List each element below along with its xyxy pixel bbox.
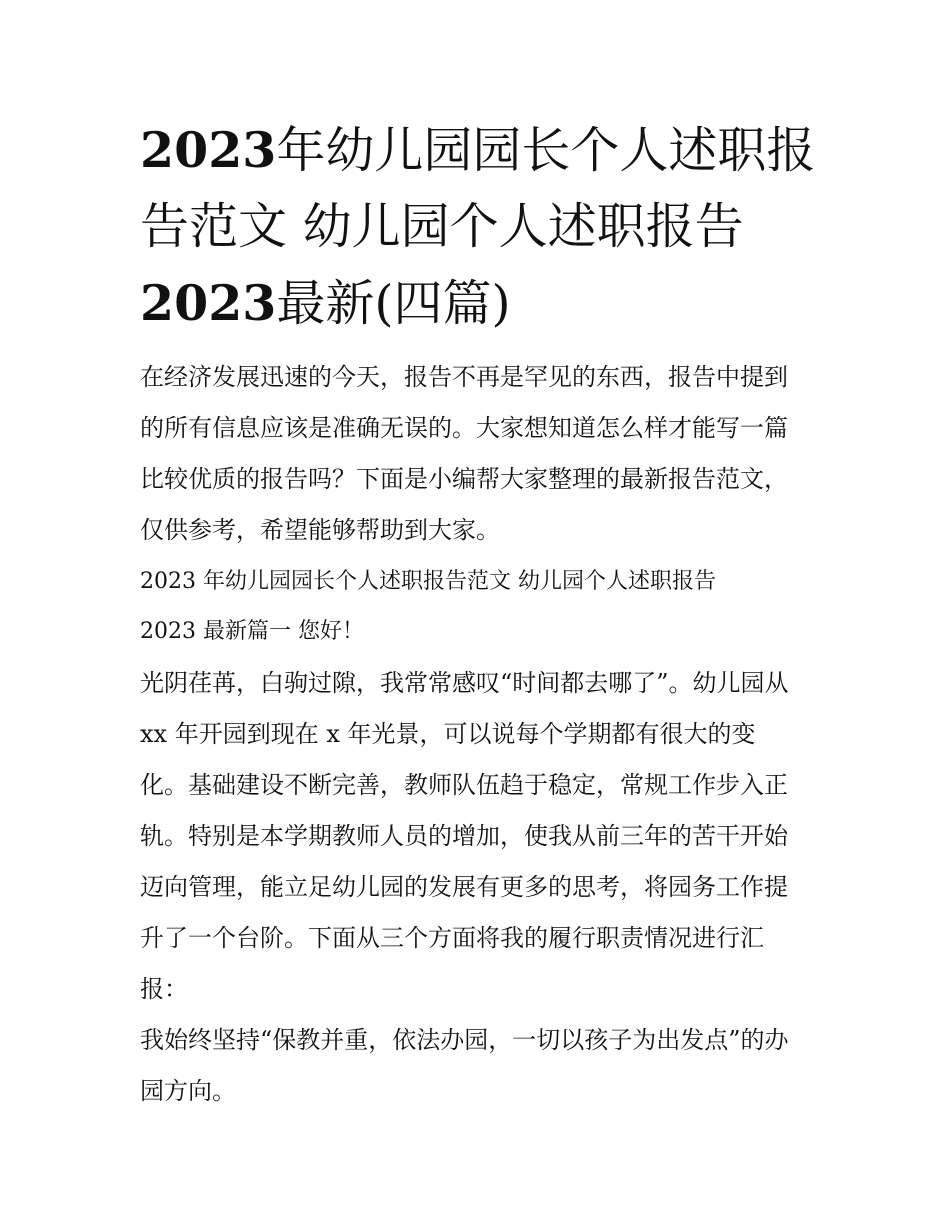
body-line: 仅供参考，希望能够帮助到大家。 xyxy=(140,516,500,544)
body-line: 轨。特别是本学期教师人员的增加，使我从前三年的苦干开始 xyxy=(140,822,788,850)
document-title xyxy=(140,112,820,342)
title-year-1: 2023 xyxy=(140,121,277,179)
body-line: 光阴荏苒，白驹过隙，我常常感叹“时间都去哪了”。幼儿园从 xyxy=(140,669,789,697)
body-line: xx 年开园到现在 x 年光景，可以说每个学期都有很大的变 xyxy=(140,720,756,748)
section-heading-line: 2023 年幼儿园园长个人述职报告范文 幼儿园个人述职报告 xyxy=(140,569,716,594)
title-year-2: 2023 xyxy=(140,274,277,332)
body-line: 迈向管理，能立足幼儿园的发展有更多的思考，将园务工作提 xyxy=(140,873,788,901)
body-line: 比较优质的报告吗？下面是小编帮大家整理的最新报告范文， xyxy=(140,465,788,493)
title-line-3: 最新(四篇) xyxy=(276,275,511,332)
body-line: 在经济发展迅速的今天，报告不再是罕见的东西，报告中提到 xyxy=(140,363,788,391)
title-line-2: 告范文 幼儿园个人述职报告 xyxy=(140,198,744,255)
body-line: 园方向。 xyxy=(140,1077,236,1105)
title-line-1: 年幼儿园园长个人述职报 xyxy=(276,122,816,179)
body-line: 报： xyxy=(140,975,188,1003)
body-line: 升了一个台阶。下面从三个方面将我的履行职责情况进行汇 xyxy=(140,924,764,952)
body-line: 化。基础建设不断完善，教师队伍趋于稳定，常规工作步入正 xyxy=(140,771,788,799)
body-line: 我始终坚持“保教并重，依法办园，一切以孩子为出发点”的办 xyxy=(140,1026,789,1054)
section-heading-line: 2023 最新篇一 您好！ xyxy=(140,619,364,644)
body-line: 的所有信息应该是准确无误的。大家想知道怎么样才能写一篇 xyxy=(140,414,788,442)
